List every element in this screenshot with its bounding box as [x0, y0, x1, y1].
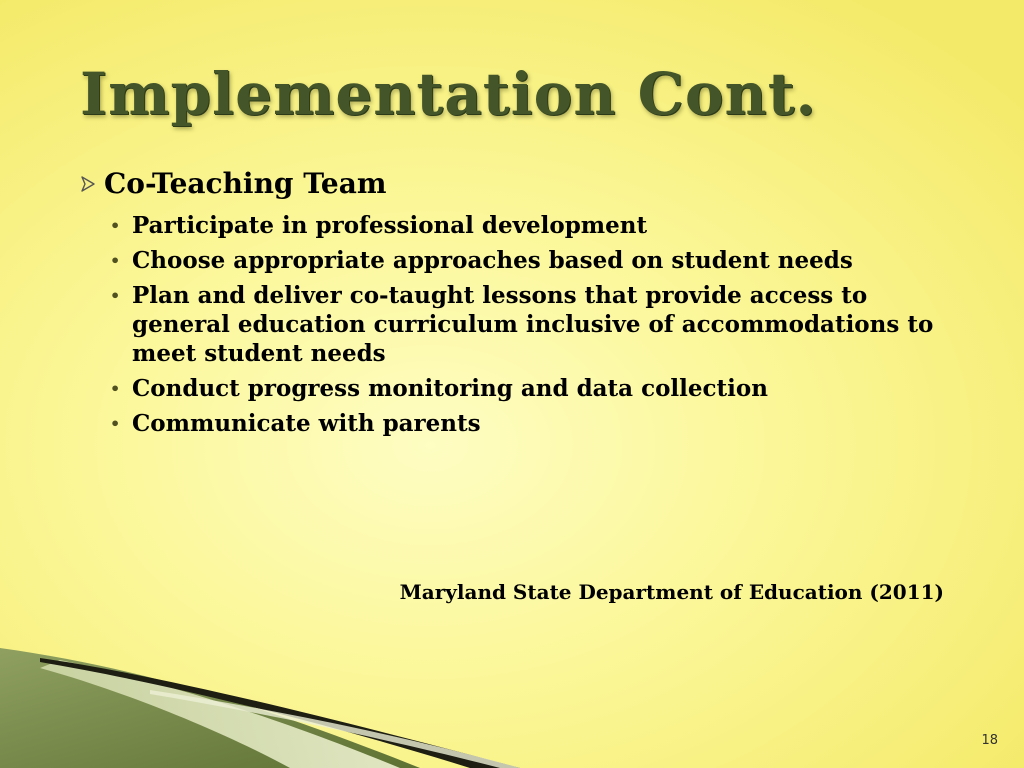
sub-bullet-item: [108, 211, 958, 240]
slide-number: 18: [981, 733, 998, 748]
sub-bullet-text: Communicate with parents: [132, 410, 481, 437]
bullet-dot-icon: •: [110, 251, 121, 270]
citation: Maryland State Department of Education (2011): [399, 580, 944, 604]
bullet-dot-icon: •: [110, 379, 121, 398]
sub-bullet-text: Participate in professional development: [132, 212, 648, 239]
sub-bullet-item: [108, 374, 958, 403]
sub-bullet-text: Choose appropriate approaches based on student needs: [132, 247, 853, 274]
sub-bullet-item: [108, 246, 958, 275]
sub-bullet-item: [108, 281, 958, 368]
bullet-dot-icon: •: [110, 286, 121, 305]
slide-title: Implementation Cont.: [80, 60, 817, 128]
bullet-dot-icon: •: [110, 414, 121, 433]
sub-bullet-list: [108, 211, 958, 444]
main-bullet-label: Co-Teaching Team: [104, 167, 387, 200]
sub-bullet-item: [108, 409, 958, 438]
arrow-bullet-icon: [78, 174, 98, 194]
main-bullet: [78, 167, 386, 200]
sub-bullet-text: Conduct progress monitoring and data collection: [132, 375, 768, 402]
bullet-dot-icon: •: [110, 216, 121, 235]
sub-bullet-text: Plan and deliver co-taught lessons that provide access to general education curriculum inclusive of accommodations to meet student needs: [132, 282, 934, 367]
